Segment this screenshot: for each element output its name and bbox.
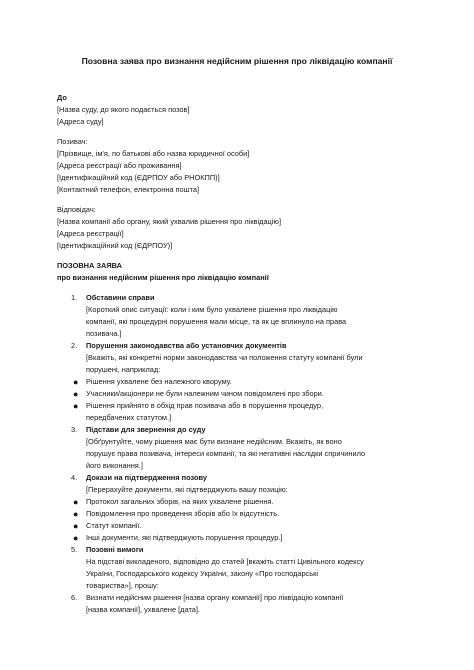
section-body-line: [Вкажіть, які конкретні норми законодавства чи положення статуту компанії були xyxy=(86,353,363,362)
bullet-text: Статут компанії. xyxy=(86,521,142,530)
bullet-text: передбачених статутом.] xyxy=(86,413,172,422)
section-title: Підстави для звернення до суду xyxy=(86,425,206,434)
bullet-dot: ● xyxy=(73,497,79,507)
section-body-line: України, Господарського кодексу України, закону «Про господарські xyxy=(86,569,318,578)
section-title: Докази на підтвердження позову xyxy=(86,473,207,482)
defendant-block xyxy=(57,204,281,252)
section-body-line: На підставі викладеного, відповідно до статей [вкажіть статті Цивільного кодексу xyxy=(86,557,364,566)
defendant-label: Відповідач: xyxy=(57,205,96,214)
section-number: 5. xyxy=(71,545,78,554)
defendant-line: [Адреса реєстрації] xyxy=(57,229,124,238)
bullet-text: Рішення прийнято в обхід прав позивача або в порушення процедур, xyxy=(86,401,324,410)
court-block xyxy=(57,92,190,128)
section-body-line: його виконання.] xyxy=(86,461,143,470)
plaintiff-line: [Адреса реєстрації або проживання] xyxy=(57,161,182,170)
section-body-line: [Короткий опис ситуації: коли і ким було ухвалене рішення про ліквідацію xyxy=(86,305,338,314)
section-number: 3. xyxy=(71,425,78,434)
section-number: 2. xyxy=(71,341,78,350)
bullet-dot: ● xyxy=(73,377,79,387)
section-body-line: товариства»], прошу: xyxy=(86,581,159,590)
defendant-line: [Назва компанії або органу, який ухвалив рішення про ліквідацію] xyxy=(57,217,282,226)
bullet-dot: ● xyxy=(73,533,79,543)
court-address-line: [Адреса суду] xyxy=(57,117,104,126)
bullet-dot: ● xyxy=(73,509,79,519)
plaintiff-line: [Прізвище, ім'я, по батькові або назва юридичної особи] xyxy=(57,149,250,158)
plaintiff-label: Позивач: xyxy=(57,137,88,146)
section-number: 4. xyxy=(71,473,78,482)
bullet-text: Інші документи, які підтверджують порушення процедур.] xyxy=(86,533,283,542)
claim-heading-subtitle: про визнання недійсним рішення про ліквідацію компанії xyxy=(57,273,269,282)
bullet-text: Рішення ухвалене без належного кворуму. xyxy=(86,377,232,386)
claim-heading-title: ПОЗОВНА ЗАЯВА xyxy=(57,261,122,270)
section-body-line: Визнати недійсним рішення [назва органу компанії] про ліквідацію компанії xyxy=(86,593,344,602)
section-title: Позовні вимоги xyxy=(86,545,144,554)
court-label: До xyxy=(57,93,67,102)
section-body-line: [назва компанії], ухвалене [дата]. xyxy=(86,605,200,614)
bullet-dot: ● xyxy=(73,389,79,399)
section-body-line: компанії, які процедурні порушення мали місце, та як це вплинуло на права xyxy=(86,317,347,326)
section-body-line: [Перерахуйте документи, які підтверджують вашу позицію: xyxy=(86,485,288,494)
bullet-dot: ● xyxy=(73,401,79,411)
document-title: Позовна заява про визнання недійсним рішення про ліквідацію компанії xyxy=(81,56,393,66)
section-number: 1. xyxy=(71,293,78,302)
bullet-text: Протокол загальних зборів, на яких ухвалене рішення. xyxy=(86,497,274,506)
plaintiff-line: [Контактний телефон, електронна пошта] xyxy=(57,185,200,194)
section-title: Порушення законодавства або установчих документів xyxy=(86,341,287,350)
bullet-dot: ● xyxy=(73,521,79,531)
plaintiff-block xyxy=(57,136,249,196)
section-body-line: [Обґрунтуйте, чому рішення має бути визнане недійсним. Вкажіть, як воно xyxy=(86,437,342,446)
section-body-line: позивача.] xyxy=(86,329,122,338)
section-title: Обставини справи xyxy=(86,293,155,302)
plaintiff-line: [Ідентифікаційний код (ЄДРПОУ або РНОКПП)] xyxy=(57,173,220,182)
bullet-text: Учасники/акціонери не були належним чином повідомлені про збори. xyxy=(86,389,324,398)
section-number: 6. xyxy=(71,593,78,602)
court-name-line: [Назва суду, до якого подається позов] xyxy=(57,105,190,114)
section-body-line: порушує права позивача, інтереси компанії, та які негативні наслідки спричинило xyxy=(86,449,366,458)
claim-heading xyxy=(57,260,269,284)
bullet-text: Повідомлення про проведення зборів або їх відсутність. xyxy=(86,509,280,518)
section-body-line: порушені, наприклад: xyxy=(86,365,161,374)
defendant-line: [Ідентифікаційний код (ЄДРПОУ)] xyxy=(57,241,173,250)
